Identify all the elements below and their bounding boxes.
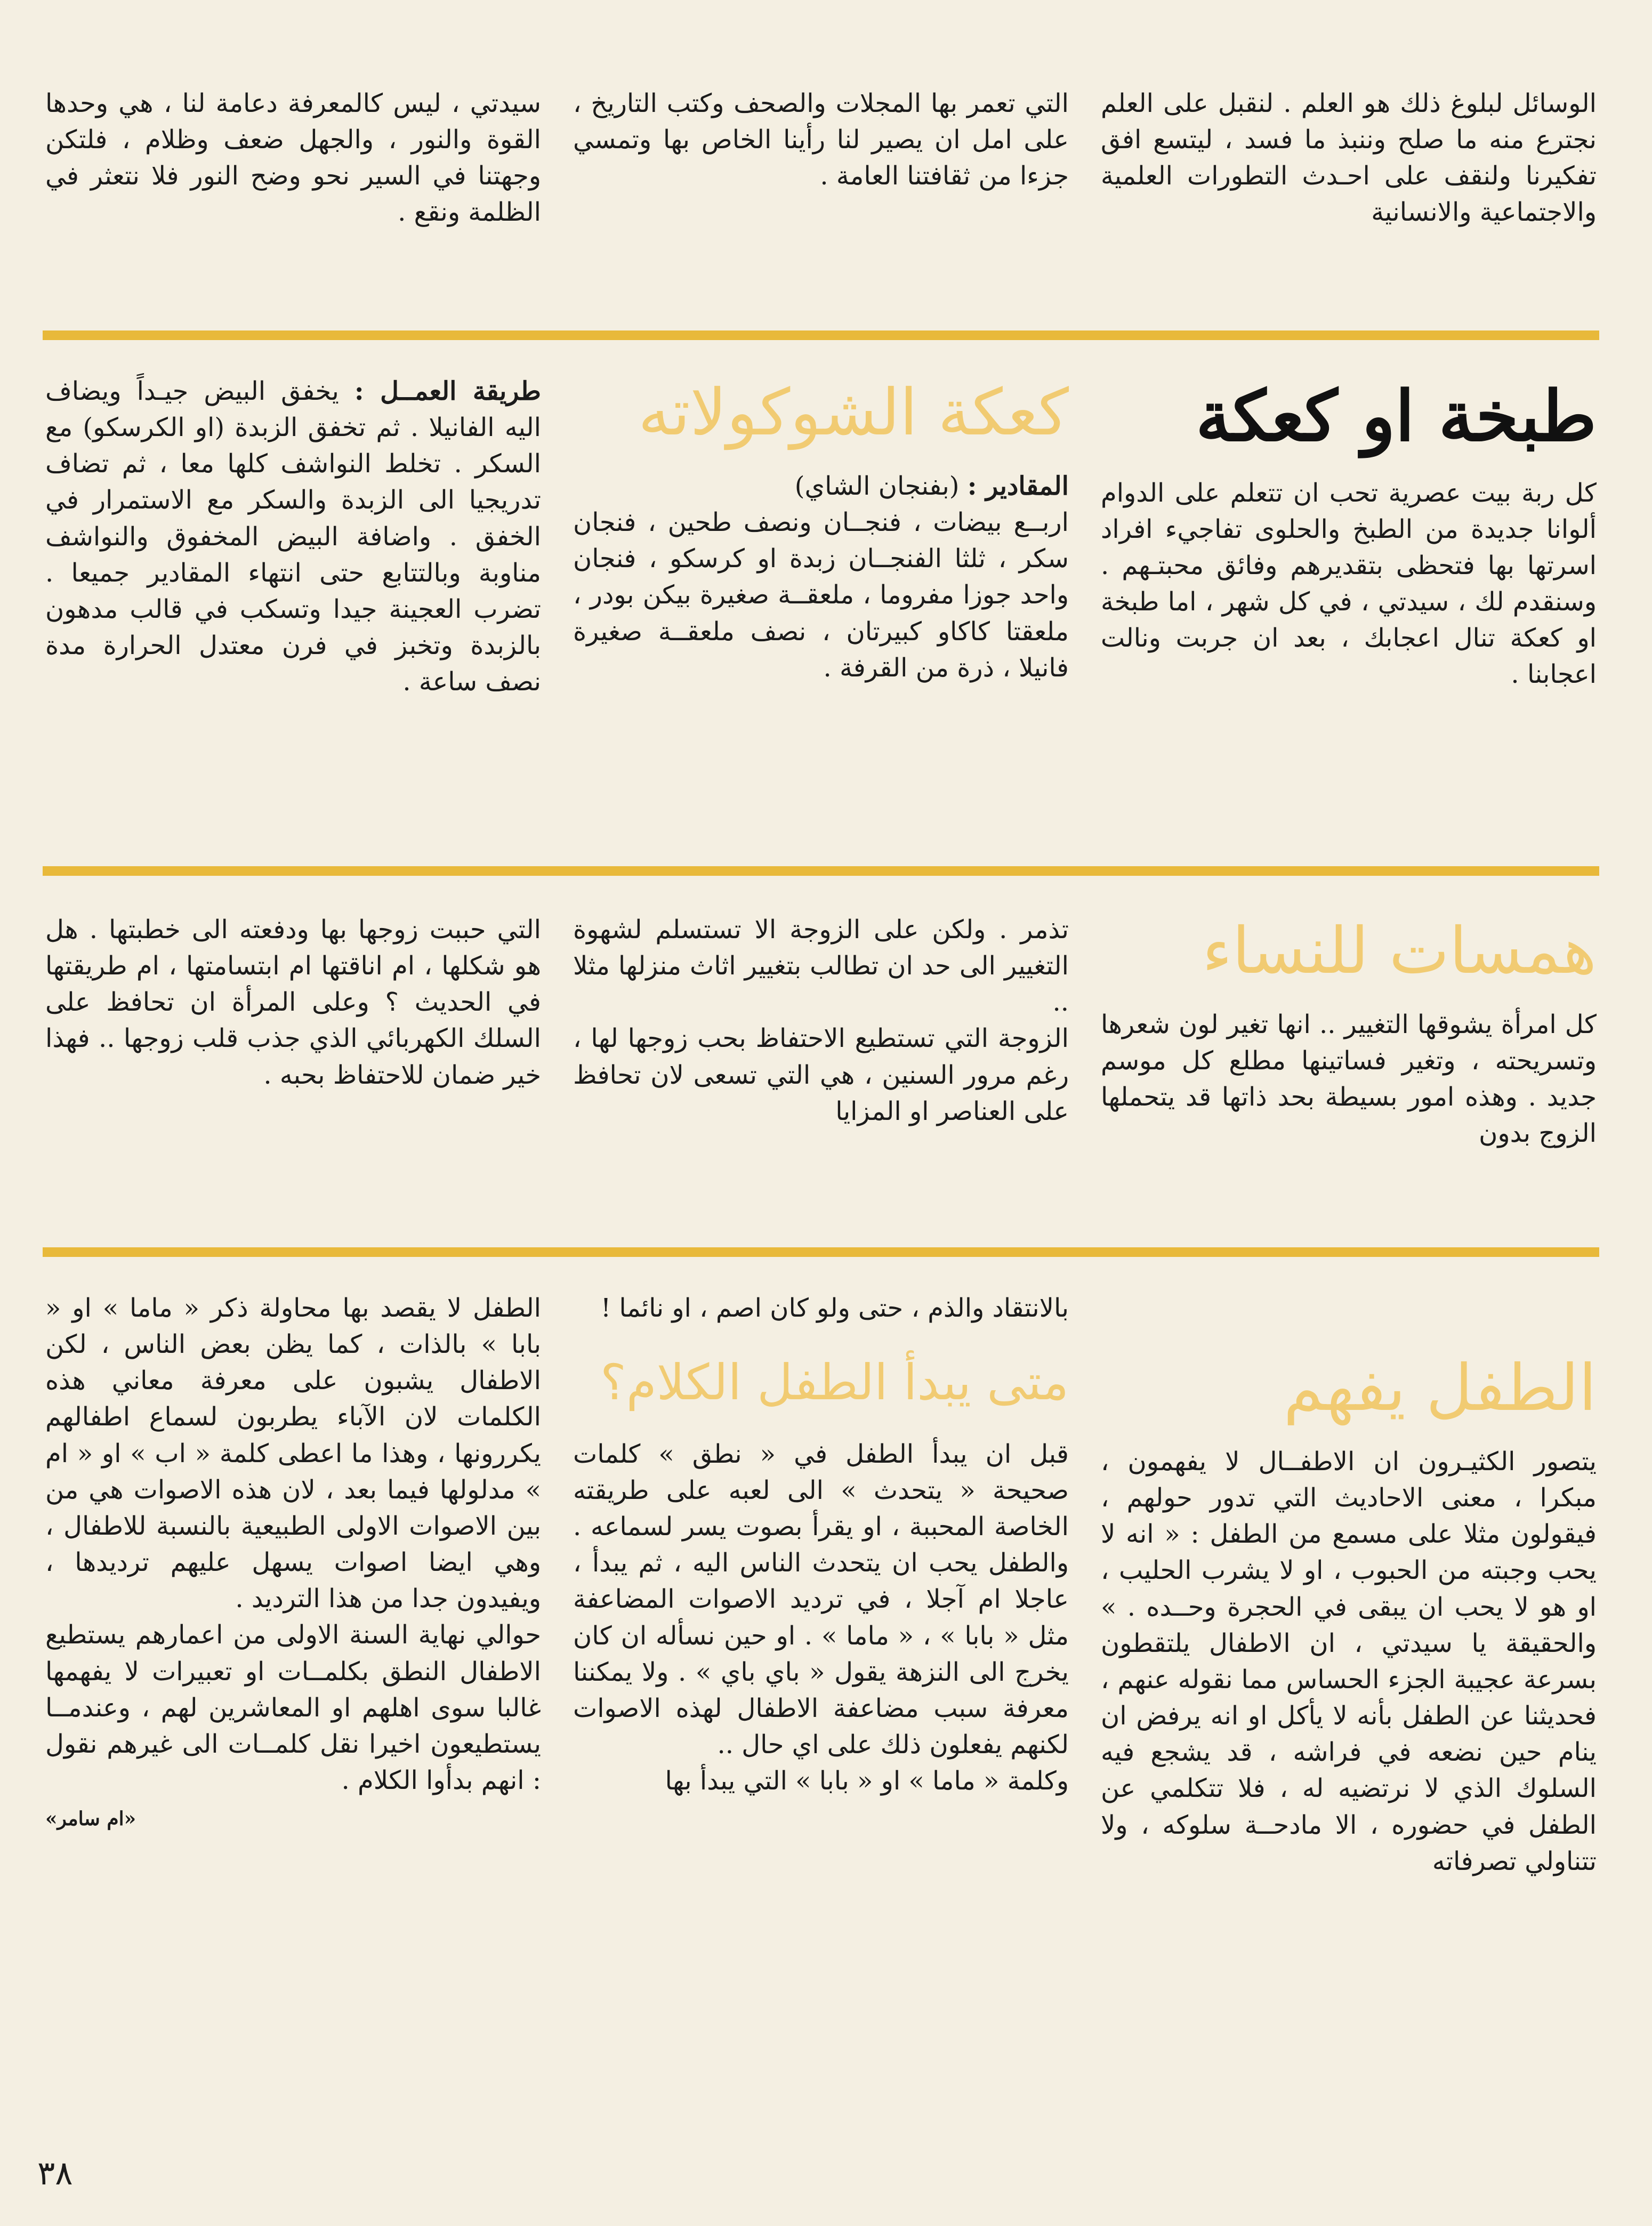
- cooking-column-2: [573, 373, 1069, 686]
- signature: «ام سامر»: [45, 1808, 136, 1830]
- paragraph: سيدتي ، ليس كالمعرفة دعامة لنا ، هي وحدها القوة والنور ، والجهل ضعف وظلام ، فلتكن وجهتنا في السير نحو وضح النور فلا نتعثر في الظلمة ونقع .: [45, 88, 541, 228]
- recipe-title: كعكة الشوكولاته: [638, 376, 1069, 450]
- paragraph: تذمر . ولكن على الزوجة الا تستسلم لشهوة التغيير الى حد ان تطالب بتغيير اثاث منزلها مثلا ..: [573, 915, 1069, 1018]
- women-column-3: [45, 912, 541, 1093]
- section-divider: [43, 330, 1599, 340]
- child-column-2: [573, 1290, 1069, 1799]
- method-text: يخفق البيض جيـداً ويضاف اليه الفانيلا . ثم تخفق الزبدة (او الكرسكو) مع السكر . تخلط النواشف كلها معا ، ثم تضاف تدريجيا الى الزبدة والسكر مع الاستمرار في الخفق . واضافة البيض المخفوق والنواشف مناوبة وبالتتابع حتى انتهاء المقادير جميعا . تضرب العجينة جيدا وتسكب في قالب مدهون بالزبدة وتخبز في فرن معتدل الحرارة مدة نصف ساعة .: [45, 376, 541, 697]
- top-column-2: [573, 85, 1069, 194]
- ingredients-label: المقادير :: [967, 471, 1069, 501]
- paragraph: بالانتقاد والذم ، حتى ولو كان اصم ، او نائما !: [600, 1293, 1069, 1323]
- paragraph: الزوجة التي تستطيع الاحتفاظ بحب زوجها لها ، رغم مرور السنين ، هي التي تسعى لان تحافظ على العناصر او المزايا: [573, 1023, 1069, 1126]
- method-label: طريقة العمــل :: [354, 376, 541, 406]
- method-paragraph: [45, 373, 541, 700]
- women-column-1: [1101, 912, 1597, 1152]
- ingredients-text: اربــع بيضات ، فنجــان ونصف طحين ، فنجان سكر ، ثلثا الفنجــان زبدة او كرسكو ، فنجان واحد جوزا مفروما ، ملعقــة صغيرة بيكن بودر ، ملعقتا كاكاو كبيرتان ، نصف ملعقــة صغيرة فانيلا ، ذرة من القرفة .: [573, 507, 1069, 683]
- paragraph: الوسائل لبلوغ ذلك هو العلم . لنقبل على العلم نجترع منه ما صلح وننبذ ما فسد ، ليتسع افق تفكيرنا ولنقف على احـدث التطورات العلمية والاجتماعية والانسانية: [1101, 88, 1597, 228]
- women-column-2: [573, 912, 1069, 1130]
- top-column-3: [45, 85, 541, 231]
- cooking-column-3: [45, 373, 541, 700]
- section-divider: [43, 1247, 1599, 1257]
- paragraph: التي تعمر بها المجلات والصحف وكتب التاريخ ، على امل ان يصير لنا رأينا الخاص بها وتمسي جزءا من ثقافتنا العامة .: [573, 88, 1069, 191]
- paragraph: الطفل لا يقصد بها محاولة ذكر « ماما » او « بابا » بالذات ، كما يظن بعض الناس ، لكن الاطفال يشبون على معرفة معاني هذه الكلمات لان الآباء يطربون لسماع اطفالهم يكررونها ، وهذا ما اعطى كلمة « اب » او « ام » مدلولها فيما بعد ، لان هذه الاصوات هي من بين الاصوات الاولى الطبيعية بالنسبة للاطفال ، وهي ايضا اصوات يسهل عليهم ترديدها ، ويفيدون جدا من هذا الترديد .: [45, 1293, 541, 1614]
- child-title: الطفل يفهم: [1283, 1351, 1597, 1425]
- women-title: همسات للنساء: [1202, 914, 1597, 988]
- ingredients-note: (بفنجان الشاي): [794, 471, 960, 501]
- cooking-title: طبخة او كعكة: [1196, 375, 1597, 457]
- page-number: ٣٨: [37, 2154, 73, 2192]
- ingredients-heading: [573, 468, 1069, 504]
- child-column-1: [1101, 1349, 1597, 1880]
- paragraph: قبل ان يبدأ الطفل في « نطق » كلمات صحيحة « يتحدث » الى لعبه على طريقته الخاصة المحببة ، او يقرأ بصوت يسر لسماعه . والطفل يحب ان يتحدث الناس اليه ، ثم يبدأ ، عاجلا ام آجلا ، في ترديد الاصوات المضاعفة مثل « بابا » ، « ماما » . او حين نسأله ان كان يخرج الى النزهة يقول « باي باي » . ولا يمكننا معرفة سبب مضاعفة الاطفال لهذه الاصوات لكنهم يفعلون ذلك على اي حال ..: [573, 1439, 1069, 1760]
- paragraph: كل امرأة يشوقها التغيير .. انها تغير لون شعرها وتسريحته ، وتغير فساتينها مطلع كل موسم جديد . وهذه امور بسيطة بحد ذاتها قد يتحملها الزوج بدون: [1101, 1010, 1597, 1149]
- child-column-3: [45, 1290, 541, 1835]
- paragraph: يتصور الكثيـرون ان الاطفــال لا يفهمون ، مبكرا ، معنى الاحاديث التي تدور حولهم ، فيقولون مثلا على مسمع من الطفل : « انه لا يحب وجبته من الحبوب ، او لا يشرب الحليب ، او هو لا يحب ان يبقى في الحجرة وحــده . » والحقيقة يا سيدتي ، ان الاطفال يلتقطون بسرعة عجيبة الجزء الحساس مما نقوله عنهم ، فحديثنا عن الطفل بأنه لا يأكل او انه يرفض ان ينام حين نضعه في فراشه ، قد يشجع فيه السلوك الذي لا نرتضيه له ، فلا تتكلمي عن الطفل في حضوره ، الا مادحــة سلوكه ، ولا تتناولي تصرفاته: [1101, 1447, 1597, 1876]
- section-divider: [43, 866, 1599, 876]
- paragraph: التي حببت زوجها بها ودفعته الى خطبتها . هل هو شكلها ، ام اناقتها ام ابتسامتها ، ام طريقتها في الحديث ؟ وعلى المرأة ان تحافظ على السلك الكهربائي الذي جذب قلب زوجها .. فهذا خير ضمان للاحتفاظ بحبه .: [45, 915, 541, 1090]
- top-column-1: [1101, 85, 1597, 231]
- signature-line: [45, 1798, 541, 1835]
- paragraph: وكلمة « ماما » او « بابا » التي يبدأ بها: [665, 1766, 1069, 1796]
- paragraph: حوالي نهاية السنة الاولى من اعمارهم يستطيع الاطفال النطق بكلمــات او تعبيرات لا يفهمها غالبا سوى اهلهم او المعاشرين لهم ، وعندمــا يستطيعون اخيرا نقل كلمــات الى غيرهم نقول : انهم بدأوا الكلام .: [45, 1620, 542, 1796]
- paragraph: كل ربة بيت عصرية تحب ان تتعلم على الدوام ألوانا جديدة من الطبخ والحلوى تفاجيء افراد اسرتها بها فتحظى بتقديرهم وفائق محبتـهم . وسنقدم لك ، سيدتي ، في كل شهر ، اما طبخة او كعكة تنال اعجابك ، بعد ان جربت ونالت اعجابنا .: [1101, 478, 1597, 690]
- speak-title: متى يبدأ الطفل الكلام؟: [600, 1354, 1069, 1412]
- cooking-column-1: [1101, 373, 1597, 692]
